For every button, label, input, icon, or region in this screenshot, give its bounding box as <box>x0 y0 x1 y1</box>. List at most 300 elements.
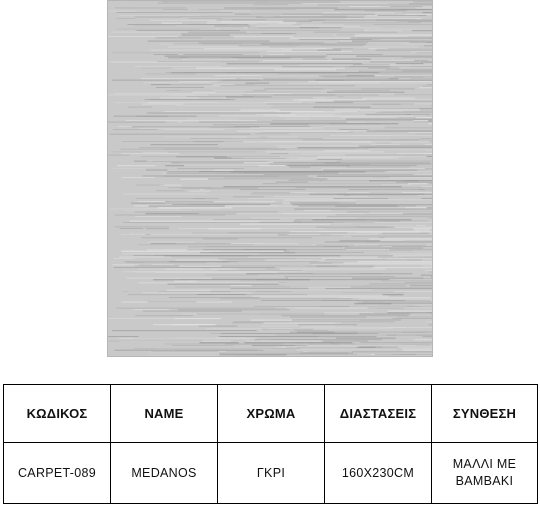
rug-streak <box>241 110 280 111</box>
rug-streak <box>378 15 427 16</box>
rug-streak <box>318 159 342 160</box>
rug-streak <box>352 351 433 352</box>
rug-streak <box>179 81 218 82</box>
rug-streak <box>351 38 433 39</box>
header-color: ΧΡΩΜΑ <box>218 385 325 443</box>
rug-streak <box>344 27 381 28</box>
rug-streak <box>231 137 260 138</box>
rug-streak <box>223 186 401 187</box>
rug-streak <box>408 132 434 133</box>
rug-streak <box>425 168 433 169</box>
rug-streak <box>419 108 433 109</box>
rug-streak <box>193 141 243 142</box>
rug-streak <box>289 234 321 235</box>
rug-streak <box>187 24 227 25</box>
rug-streak <box>323 77 423 78</box>
rug-streak <box>335 110 433 111</box>
rug-streak <box>180 17 262 18</box>
rug-streak <box>237 131 349 132</box>
rug-streak <box>323 170 417 171</box>
rug-streak <box>205 275 259 276</box>
rug-streak <box>292 320 401 321</box>
rug-streak <box>247 273 314 274</box>
rug-streak <box>349 189 425 190</box>
rug-streak <box>200 252 295 253</box>
rug-streak <box>164 111 323 112</box>
rug-streak <box>183 122 347 123</box>
rug-streak <box>116 29 215 30</box>
rug-streak <box>396 63 424 64</box>
rug-streak <box>324 312 373 313</box>
rug-streak <box>356 302 382 303</box>
rug-streak <box>340 203 429 204</box>
rug-streak <box>124 261 238 262</box>
rug-streak <box>319 83 380 84</box>
rug-streak <box>394 95 433 96</box>
rug-streak <box>156 87 205 88</box>
rug-streak <box>226 98 313 99</box>
rug-streak <box>197 314 325 315</box>
rug-streak <box>402 57 433 58</box>
rug-streak <box>266 152 385 153</box>
rug-streak <box>169 95 207 96</box>
rug-image <box>107 0 433 357</box>
rug-streak <box>243 95 379 96</box>
rug-streak <box>164 255 341 256</box>
rug-streak <box>321 258 433 259</box>
rug-streak <box>378 9 433 10</box>
rug-streak <box>413 228 433 229</box>
rug-streak <box>133 272 305 273</box>
rug-streak <box>278 236 351 237</box>
rug-streak <box>360 111 404 112</box>
rug-streak <box>139 282 279 283</box>
rug-streak <box>128 291 158 292</box>
rug-streak <box>424 45 433 46</box>
rug-streak <box>143 293 253 294</box>
rug-streak <box>403 213 433 214</box>
rug-streak <box>114 267 275 268</box>
rug-streak <box>266 90 333 91</box>
rug-streak <box>231 288 309 289</box>
rug-streak <box>249 257 399 258</box>
rug-streak <box>323 23 422 24</box>
rug-streak <box>115 215 226 216</box>
rug-streak <box>388 311 433 312</box>
rug-streak <box>269 164 433 165</box>
rug-streak <box>151 234 278 235</box>
rug-streak <box>135 18 189 19</box>
rug-streak <box>342 293 405 294</box>
rug-streak <box>252 285 407 286</box>
rug-streak <box>234 84 255 85</box>
rug-streak <box>300 353 354 354</box>
rug-streak <box>123 194 251 195</box>
rug-streak <box>280 269 386 270</box>
rug-streak <box>109 134 250 135</box>
rug-streak <box>312 245 434 246</box>
rug-streak <box>290 251 386 252</box>
rug-streak <box>336 215 433 216</box>
rug-streak <box>322 300 432 301</box>
rug-streak <box>199 326 238 327</box>
rug-streak <box>417 53 433 54</box>
rug-streak <box>409 3 433 4</box>
rug-streak <box>298 147 433 148</box>
rug-streak <box>115 102 159 103</box>
rug-streak <box>175 350 297 351</box>
rug-streak <box>133 309 169 310</box>
rug-streak <box>267 104 414 105</box>
rug-streak <box>235 14 375 15</box>
rug-streak <box>416 225 433 226</box>
rug-streak <box>376 113 434 114</box>
rug-streak <box>313 107 370 108</box>
spec-table <box>3 384 538 504</box>
rug-streak <box>156 191 185 192</box>
rug-streak <box>312 264 433 265</box>
rug-streak <box>175 260 221 261</box>
rug-streak <box>164 203 302 204</box>
rug-streak <box>168 170 234 171</box>
rug-streak <box>376 50 434 51</box>
rug-streak <box>420 138 433 139</box>
rug-streak <box>355 36 408 37</box>
rug-streak <box>179 228 325 229</box>
rug-streak <box>157 129 224 130</box>
rug-streak <box>198 42 324 43</box>
rug-streak <box>123 222 301 223</box>
rug-streak <box>424 278 433 279</box>
rug-streak <box>353 48 377 49</box>
rug-streak <box>390 177 433 178</box>
rug-streak <box>117 12 233 13</box>
rug-streak <box>386 327 433 328</box>
rug-streak <box>385 128 433 129</box>
rug-streak <box>421 186 433 187</box>
rug-streak <box>352 41 433 42</box>
rug-streak <box>317 177 372 178</box>
rug-streak <box>356 227 387 228</box>
rug-streak <box>276 335 396 336</box>
rug-streak <box>200 342 239 343</box>
rug-streak <box>425 144 433 145</box>
rug-streak <box>377 240 404 241</box>
rug-streak <box>126 120 257 121</box>
rug-streak <box>273 162 341 163</box>
rug-streak <box>299 222 333 223</box>
rug-streak <box>247 198 333 199</box>
rug-streak <box>110 11 251 12</box>
rug-streak <box>302 140 418 141</box>
rug-streak <box>257 26 360 27</box>
rug-streak <box>269 24 374 25</box>
rug-streak <box>112 330 257 331</box>
rug-streak <box>414 339 433 340</box>
rug-streak <box>223 141 371 142</box>
rug-streak <box>171 162 243 163</box>
rug-streak <box>170 84 235 85</box>
rug-streak <box>108 155 130 156</box>
rug-streak <box>141 78 236 79</box>
rug-streak <box>167 290 212 291</box>
rug-streak <box>261 326 337 327</box>
rug-streak <box>341 117 434 118</box>
rug-streak <box>286 165 417 166</box>
rug-streak <box>138 245 253 246</box>
rug-streak <box>392 246 433 247</box>
rug-streak <box>151 144 218 145</box>
rug-streak <box>210 291 231 292</box>
rug-streak <box>199 213 364 214</box>
rug-streak <box>359 314 410 315</box>
rug-streak <box>297 332 334 333</box>
rug-streak <box>423 86 433 87</box>
rug-streak <box>279 116 414 117</box>
rug-streak <box>318 5 433 6</box>
cell-color: ΓΚΡΙ <box>218 443 325 504</box>
rug-streak <box>419 87 433 88</box>
rug-streak <box>119 15 201 16</box>
rug-streak <box>198 9 296 10</box>
rug-streak <box>411 51 433 52</box>
rug-streak <box>360 71 402 72</box>
rug-streak <box>336 338 396 339</box>
rug-streak <box>403 350 433 351</box>
rug-streak <box>289 153 434 154</box>
rug-streak <box>204 48 327 49</box>
rug-streak <box>112 80 259 81</box>
rug-streak <box>175 287 290 288</box>
rug-streak <box>343 200 434 201</box>
rug-streak <box>131 233 193 234</box>
rug-streak <box>423 336 434 337</box>
rug-streak <box>113 32 162 33</box>
rug-streak <box>123 254 258 255</box>
rug-streak <box>108 336 138 337</box>
rug-streak <box>323 12 423 13</box>
rug-streak <box>233 321 394 322</box>
rug-streak <box>377 146 433 147</box>
rug-streak <box>184 54 243 55</box>
rug-streak <box>143 83 211 84</box>
rug-streak <box>225 96 343 97</box>
rug-streak <box>264 174 414 175</box>
rug-streak <box>326 288 433 289</box>
rug-streak <box>165 201 214 202</box>
rug-streak <box>377 221 428 222</box>
rug-streak <box>163 176 279 177</box>
rug-streak <box>290 317 366 318</box>
rug-streak <box>166 122 199 123</box>
rug-streak <box>368 68 399 69</box>
rug-streak <box>426 42 434 43</box>
rug-streak <box>378 257 433 258</box>
rug-streak <box>362 98 415 99</box>
rug-streak <box>382 347 433 348</box>
rug-streak <box>324 89 361 90</box>
cell-name: MEDANOS <box>111 443 218 504</box>
rug-streak <box>272 120 414 121</box>
rug-streak <box>114 93 292 94</box>
rug-streak <box>232 323 264 324</box>
rug-streak <box>121 234 145 235</box>
composition-line-1: ΜΑΛΛΙ ΜΕ <box>452 457 517 471</box>
rug-streak <box>251 218 326 219</box>
rug-streak <box>200 189 240 190</box>
rug-streak <box>219 147 295 148</box>
rug-streak <box>307 344 431 345</box>
rug-streak <box>116 308 294 309</box>
rug-streak <box>325 242 433 243</box>
rug-streak <box>276 182 308 183</box>
rug-streak <box>172 345 234 346</box>
rug-streak <box>369 149 433 150</box>
rug-streak <box>290 167 310 168</box>
header-name: NAME <box>111 385 218 443</box>
rug-streak <box>218 270 303 271</box>
rug-streak <box>414 230 433 231</box>
rug-streak <box>121 149 287 150</box>
rug-streak <box>246 341 324 342</box>
rug-streak <box>189 204 234 205</box>
rug-streak <box>392 354 433 355</box>
rug-streak <box>162 23 183 24</box>
rug-streak <box>260 297 431 298</box>
rug-streak <box>182 35 230 36</box>
rug-streak <box>148 242 195 243</box>
rug-streak <box>213 159 315 160</box>
rug-streak <box>192 92 215 93</box>
rug-streak <box>422 198 434 199</box>
rug-streak <box>360 225 413 226</box>
rug-streak <box>174 318 220 319</box>
rug-streak <box>208 179 329 180</box>
rug-streak <box>294 209 433 210</box>
rug-streak <box>254 5 288 6</box>
rug-streak <box>268 54 327 55</box>
rug-streak <box>135 17 181 18</box>
rug-streak <box>423 6 433 7</box>
rug-streak <box>308 81 433 82</box>
rug-streak <box>146 228 169 229</box>
rug-streak <box>299 39 372 40</box>
rug-streak <box>187 281 241 282</box>
rug-streak <box>288 180 323 181</box>
rug-streak <box>168 284 279 285</box>
rug-streak <box>112 264 138 265</box>
rug-streak <box>397 21 433 22</box>
rug-streak <box>190 138 323 139</box>
rug-streak <box>162 9 188 10</box>
rug-streak <box>379 237 433 238</box>
rug-streak <box>186 119 310 120</box>
rug-streak <box>393 255 433 256</box>
rug-streak <box>124 210 192 211</box>
rug-streak <box>148 302 197 303</box>
rug-streak <box>365 11 407 12</box>
rug-streak <box>395 14 433 15</box>
rug-streak <box>119 257 171 258</box>
rug-streak <box>176 243 264 244</box>
rug-streak <box>158 207 232 208</box>
rug-streak <box>262 33 297 34</box>
rug-streak <box>387 335 433 336</box>
rug-streak <box>263 60 414 61</box>
rug-streak <box>423 266 433 267</box>
rug-streak <box>426 321 434 322</box>
rug-streak <box>111 152 257 153</box>
header-composition: ΣΥΝΘΕΣΗ <box>432 385 538 443</box>
rug-streak <box>374 299 433 300</box>
rug-streak <box>221 336 377 337</box>
rug-streak <box>290 38 357 39</box>
rug-streak <box>114 116 197 118</box>
rug-streak <box>213 290 372 291</box>
rug-streak <box>213 125 309 126</box>
rug-streak <box>163 2 341 3</box>
rug-streak <box>327 92 405 93</box>
rug-streak <box>413 2 433 3</box>
rug-streak <box>263 183 408 184</box>
composition-line-2: ΒΑΜΒΑΚΙ <box>455 474 514 488</box>
rug-streak <box>324 126 383 127</box>
rug-streak <box>221 333 378 334</box>
rug-streak <box>176 105 274 106</box>
rug-streak <box>339 129 369 130</box>
rug-streak <box>413 119 433 120</box>
table-row <box>4 443 538 504</box>
rug-streak <box>321 168 433 169</box>
rug-streak <box>151 351 219 352</box>
rug-streak <box>289 323 342 324</box>
rug-streak <box>352 278 433 279</box>
rug-streak <box>397 317 433 318</box>
rug-streak <box>147 113 291 114</box>
rug-streak <box>394 291 433 292</box>
rug-streak <box>148 41 270 42</box>
rug-streak <box>325 260 422 261</box>
rug-streak <box>307 114 335 115</box>
rug-streak <box>327 56 357 57</box>
rug-streak <box>324 150 370 151</box>
rug-streak <box>166 173 338 174</box>
rug-streak <box>109 341 203 342</box>
rug-streak <box>221 266 374 267</box>
rug-streak <box>282 315 409 316</box>
rug-streak <box>135 315 193 316</box>
rug-streak <box>330 135 433 136</box>
rug-streak <box>304 3 388 4</box>
rug-streak <box>331 234 378 235</box>
rug-streak <box>256 8 416 9</box>
rug-streak <box>351 287 433 288</box>
rug-streak <box>295 330 328 331</box>
rug-streak <box>261 132 354 133</box>
rug-streak <box>114 258 135 259</box>
rug-streak <box>232 158 399 159</box>
rug-streak <box>299 99 433 100</box>
rug-streak <box>160 98 199 99</box>
rug-streak <box>213 219 279 220</box>
rug-streak <box>282 50 318 51</box>
rug-streak <box>334 198 388 199</box>
rug-streak <box>135 216 182 217</box>
rug-streak <box>165 56 261 57</box>
rug-streak <box>313 219 412 220</box>
rug-streak <box>178 309 290 310</box>
rug-streak <box>292 204 433 205</box>
